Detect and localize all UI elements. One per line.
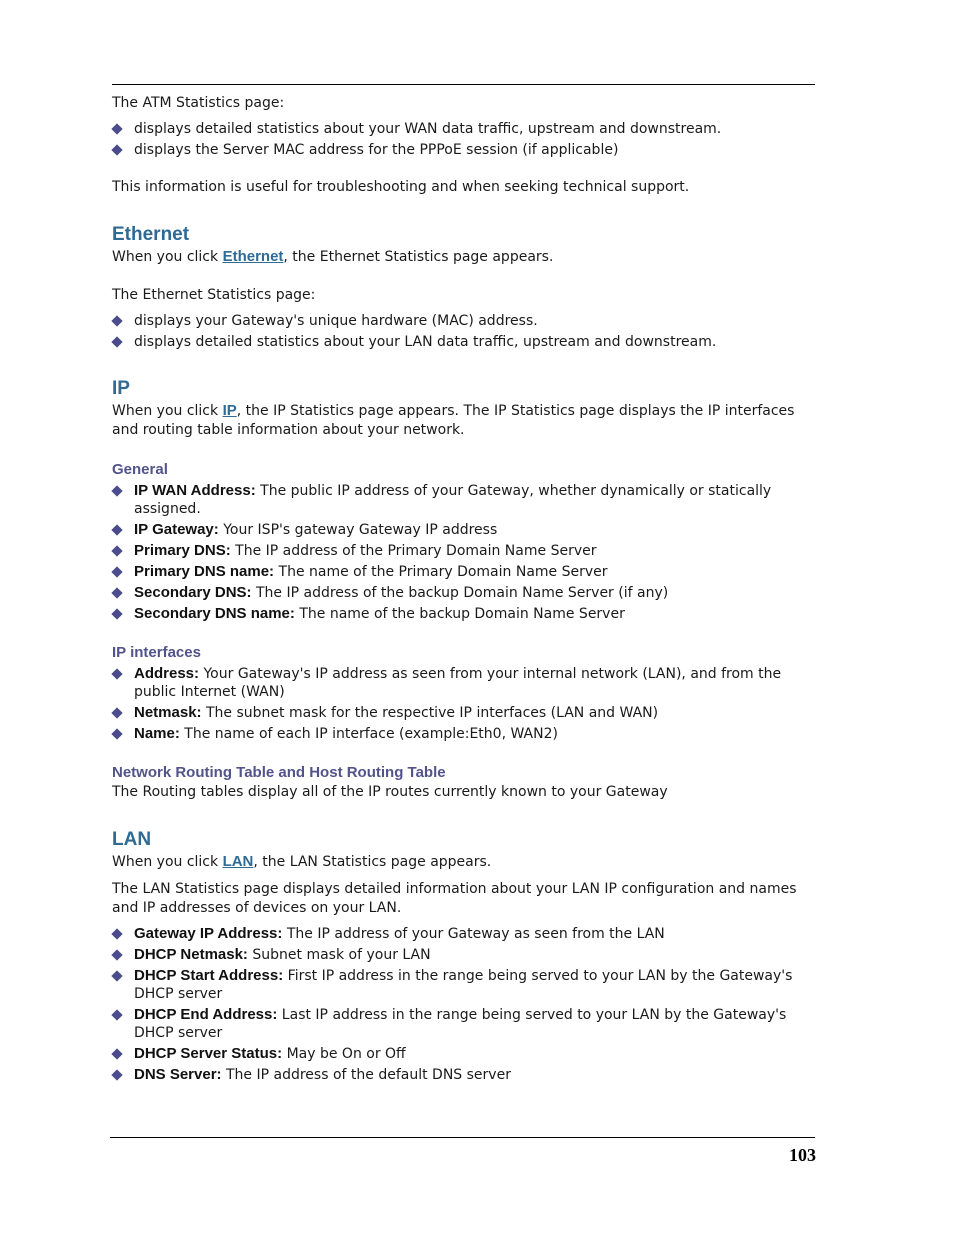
list-item: DNS Server: The IP address of the default DNS server (112, 1066, 815, 1084)
list-item: displays detailed statistics about your LAN data traffic, upstream and downstream. (112, 333, 815, 351)
lan-list (112, 925, 815, 1084)
general-list (112, 482, 815, 623)
list-item: Netmask: The subnet mask for the respective IP interfaces (LAN and WAN) (112, 704, 815, 722)
list-item: displays your Gateway's unique hardware (MAC) address. (112, 312, 815, 330)
page-number: 103 (789, 1145, 816, 1165)
list-item: displays the Server MAC address for the PPPoE session (if applicable) (112, 141, 815, 159)
list-item: displays detailed statistics about your WAN data traffic, upstream and downstream. (112, 120, 815, 138)
list-item: DHCP End Address: Last IP address in the range being served to your LAN by the Gateway's DHCP server (112, 1006, 815, 1042)
diamond-bullet-icon (111, 1009, 122, 1020)
diamond-bullet-icon (111, 545, 122, 556)
lan-intro: When you click LAN, the LAN Statistics page appears. (112, 853, 492, 870)
list-item: IP WAN Address: The public IP address of your Gateway, whether dynamically or statically assigned. (112, 482, 815, 518)
diamond-bullet-icon (111, 485, 122, 496)
routing-subheading: Network Routing Table and Host Routing Table (112, 764, 446, 781)
list-item: Address: Your Gateway's IP address as seen from your internal network (LAN), and from the public Internet (WAN) (112, 665, 815, 701)
list-item: Gateway IP Address: The IP address of your Gateway as seen from the LAN (112, 925, 815, 943)
list-item: Primary DNS: The IP address of the Primary Domain Name Server (112, 542, 815, 560)
list-item: IP Gateway: Your ISP's gateway Gateway IP address (112, 521, 815, 539)
diamond-bullet-icon (111, 144, 122, 155)
list-item: Primary DNS name: The name of the Primary Domain Name Server (112, 563, 815, 581)
ethernet-link[interactable]: Ethernet (222, 248, 284, 265)
atm-lead: The ATM Statistics page: (112, 95, 285, 111)
diamond-bullet-icon (111, 707, 122, 718)
page-content (112, 94, 815, 1084)
ip-interfaces-subheading: IP interfaces (112, 644, 201, 661)
diamond-bullet-icon (111, 668, 122, 679)
lan-heading: LAN (112, 829, 152, 850)
list-item: DHCP Server Status: May be On or Off (112, 1045, 815, 1063)
ip-heading: IP (112, 378, 130, 399)
diamond-bullet-icon (111, 566, 122, 577)
ethernet-bullet-list (112, 312, 815, 351)
diamond-bullet-icon (111, 970, 122, 981)
general-subheading: General (112, 461, 168, 478)
list-item: Secondary DNS name: The name of the backup Domain Name Server (112, 605, 815, 623)
diamond-bullet-icon (111, 1048, 122, 1059)
atm-note: This information is useful for troubleshooting and when seeking technical support. (112, 179, 690, 195)
diamond-bullet-icon (111, 949, 122, 960)
diamond-bullet-icon (111, 524, 122, 535)
footer-rule (110, 1137, 815, 1138)
lan-link[interactable]: LAN (222, 853, 254, 870)
atm-bullet-list (112, 120, 815, 159)
list-item: DHCP Netmask: Subnet mask of your LAN (112, 946, 815, 964)
diamond-bullet-icon (111, 587, 122, 598)
ethernet-intro: When you click Ethernet, the Ethernet Statistics page appears. (112, 248, 554, 265)
diamond-bullet-icon (111, 336, 122, 347)
diamond-bullet-icon (111, 1069, 122, 1080)
list-item: Name: The name of each IP interface (example:Eth0, WAN2) (112, 725, 815, 743)
diamond-bullet-icon (111, 728, 122, 739)
diamond-bullet-icon (111, 928, 122, 939)
list-item: DHCP Start Address: First IP address in the range being served to your LAN by the Gateway's DHCP server (112, 967, 815, 1003)
ip-link[interactable]: IP (222, 402, 237, 419)
ethernet-heading: Ethernet (112, 224, 190, 245)
diamond-bullet-icon (111, 608, 122, 619)
list-item: Secondary DNS: The IP address of the backup Domain Name Server (if any) (112, 584, 815, 602)
ethernet-lead: The Ethernet Statistics page: (112, 287, 316, 303)
ip-intro: When you click IP, the IP Statistics page appears. The IP Statistics page displays the IP interfaces and routing table information about your network. (112, 402, 795, 438)
diamond-bullet-icon (111, 123, 122, 134)
lan-description: The LAN Statistics page displays detailed information about your LAN IP configuration and names and IP addresses of devices on your LAN. (112, 881, 797, 916)
ip-interfaces-list (112, 665, 815, 743)
routing-text: The Routing tables display all of the IP routes currently known to your Gateway (112, 784, 668, 800)
header-rule (112, 84, 815, 85)
diamond-bullet-icon (111, 315, 122, 326)
